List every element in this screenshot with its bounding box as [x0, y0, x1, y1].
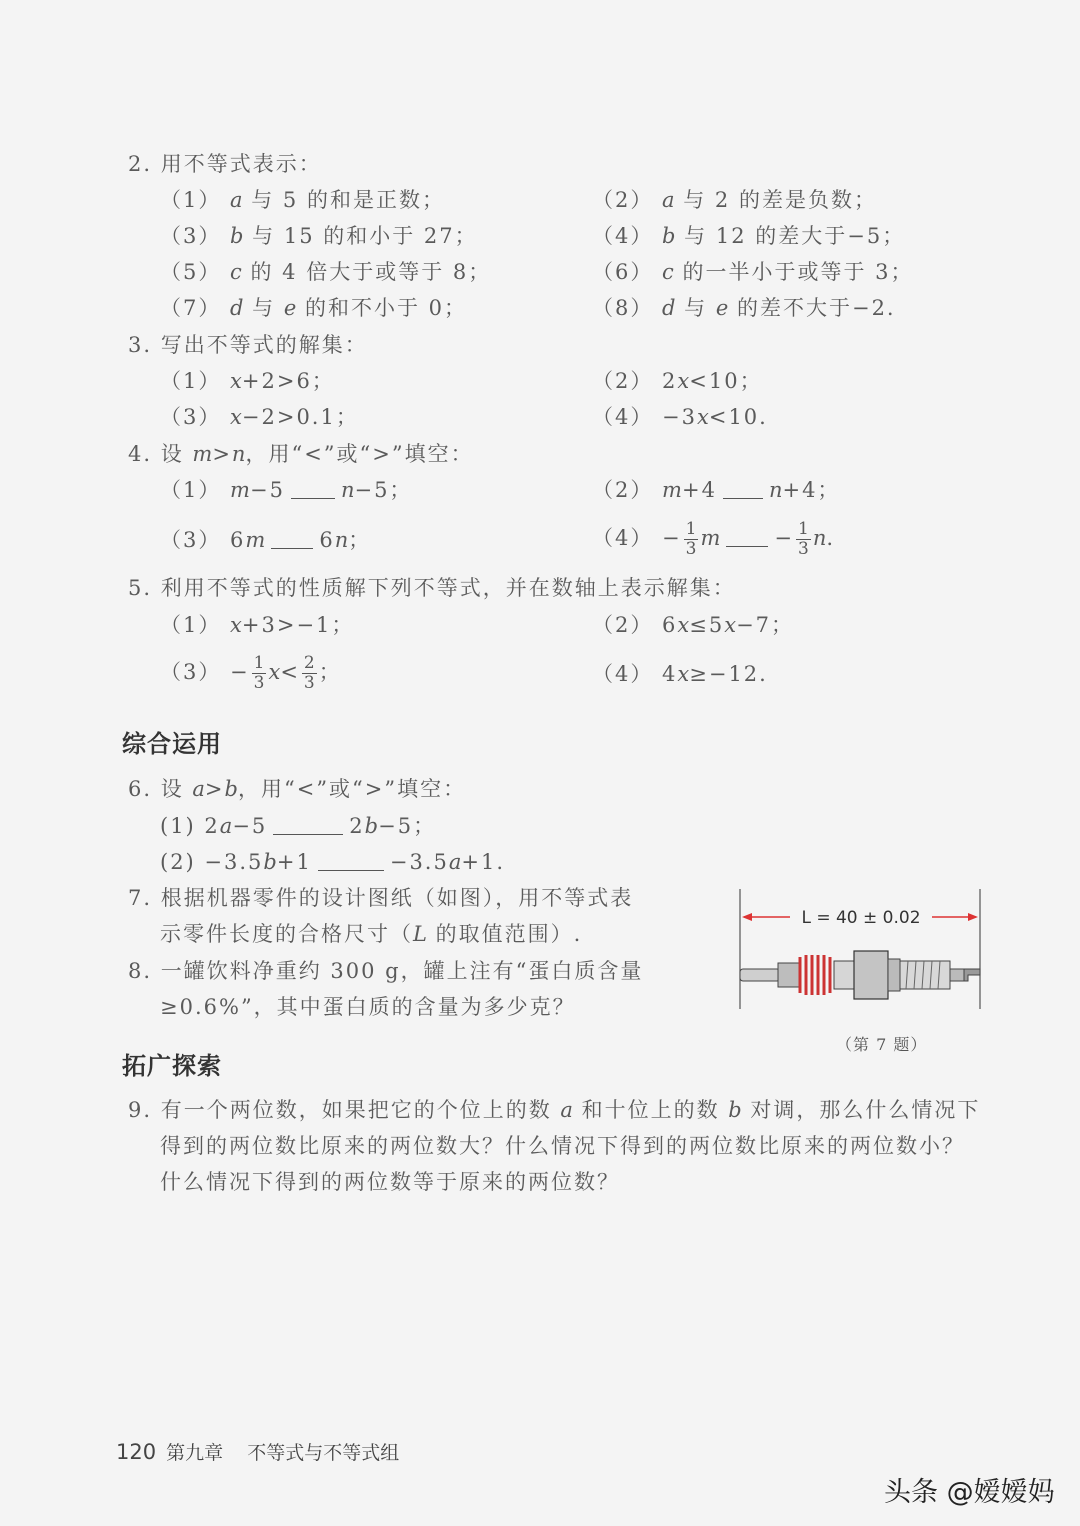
machine-part-figure [730, 885, 992, 1015]
chapter-number: 第九章 [166, 1442, 224, 1464]
chapter-title: 不等式与不等式组 [247, 1442, 400, 1464]
q7-line-1: 7. 根据机器零件的设计图纸（如图），用不等式表 [128, 886, 634, 910]
q8-line-1: 8. 一罐饮料净重约 300 g，罐上注有“蛋白质含量 [128, 959, 644, 983]
q9-line-3: 什么情况下得到的两位数等于原来的两位数？ [160, 1170, 620, 1194]
section-comprehensive-title: 综合运用 [122, 730, 222, 758]
q8-line-2: ≥0.6%”，其中蛋白质的含量为多少克？ [160, 995, 576, 1019]
q6-item-1: (1) 2a−5 2b−5； [160, 814, 437, 838]
q4-item-2: （2） m+4 n+4； [592, 478, 841, 502]
q5-item-2: （2） 6x≤5x−7； [592, 613, 795, 637]
q4-heading: 4. 设 m>n，用“<”或“>”填空： [128, 442, 474, 466]
dimension-label: L = 40 ± 0.02 [801, 908, 921, 928]
q5-item-1: （1） x+3>−1； [160, 613, 355, 637]
q2-item-4: （4） b 与 12 的差大于−5； [592, 224, 906, 248]
q7-line-2: 示零件长度的合格尺寸（L 的取值范围）. [160, 922, 583, 946]
figure-caption: （第 7 题） [836, 1035, 928, 1054]
q3-item-3: （3） x−2>0.1； [160, 405, 359, 429]
q2-item-7: （7） d 与 e 的和不小于 0； [160, 296, 468, 320]
q4-item-3: （3） 6m 6n； [160, 528, 372, 552]
q5-item-4: （4） 4x≥−12. [592, 662, 768, 686]
q9-line-1: 9. 有一个两位数，如果把它的个位上的数 a 和十位上的数 b 对调，那么什么情况下 [128, 1098, 981, 1122]
q2-item-6: （6） c 的一半小于或等于 3； [592, 260, 914, 284]
q5-item-3: （3） − $\frac{1}{3}$ x< $\frac{2}{3}$ ； [160, 653, 342, 693]
section-explore-title: 拓广探索 [122, 1052, 222, 1080]
q6-heading: 6. 设 a>b，用“<”或“>”填空： [128, 777, 467, 801]
page-footer [116, 1438, 399, 1465]
q2-item-8: （8） d 与 e 的差不大于−2. [592, 296, 896, 320]
q6-item-2: (2) −3.5b+1 −3.5a+1. [160, 850, 506, 874]
q3-item-2: （2） 2x<10； [592, 369, 763, 393]
q4-item-1: （1） m−5 n−5； [160, 478, 413, 502]
q9-line-2: 得到的两位数比原来的两位数大？什么情况下得到的两位数比原来的两位数小？ [160, 1134, 965, 1158]
q2-item-1: （1） a 与 5 的和是正数； [160, 188, 445, 212]
q2-item-5: （5） c 的 4 倍大于或等于 8； [160, 260, 492, 284]
q3-heading: 3. 写出不等式的解集： [128, 333, 368, 357]
page-number: 120 [116, 1440, 157, 1464]
q2-heading: 2. 用不等式表示： [128, 152, 322, 176]
q5-heading: 5. 利用不等式的性质解下列不等式，并在数轴上表示解集： [128, 576, 736, 600]
q4-item-4: （4） − $\frac{1}{3}$ m − $\frac{1}{3}$ n. [592, 519, 836, 559]
q2-item-2: （2） a 与 2 的差是负数； [592, 188, 877, 212]
q3-item-4: （4） −3x<10. [592, 405, 768, 429]
q2-item-3: （3） b 与 15 的和小于 27； [160, 224, 478, 248]
q3-item-1: （1） x+2>6； [160, 369, 335, 393]
watermark: 头条 @嫒嫒妈 [884, 1477, 1055, 1508]
